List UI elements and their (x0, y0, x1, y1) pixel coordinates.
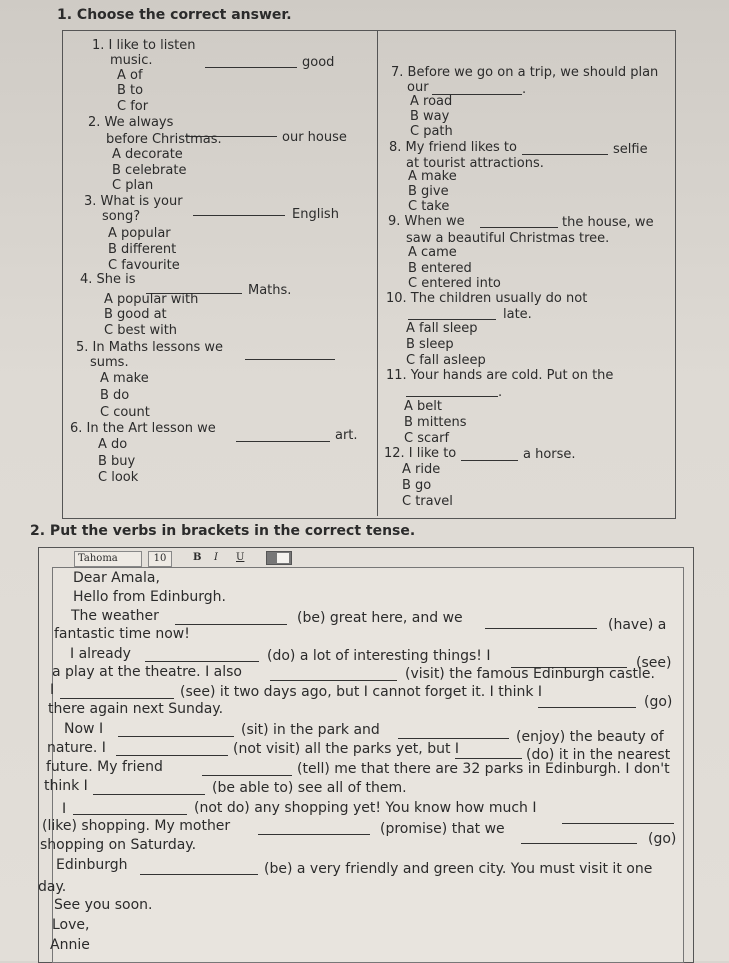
option-c: C for (117, 99, 149, 114)
answer-blank[interactable] (480, 227, 558, 228)
answer-blank[interactable] (175, 624, 287, 625)
letter-line: The weather (71, 608, 159, 624)
question-text: art. (335, 428, 358, 443)
question-text: before Christmas. (106, 132, 222, 147)
answer-blank[interactable] (455, 758, 522, 759)
option-c: C path (410, 124, 453, 139)
letter-line: (have) a (608, 617, 667, 633)
option-a: A make (100, 371, 149, 386)
option-c: C best with (104, 323, 178, 338)
answer-blank[interactable] (538, 707, 636, 708)
letter-line: (like) shopping. My mother (42, 818, 231, 834)
question-text: selfie (613, 142, 648, 157)
letter-line: (do) a lot of interesting things! I (267, 648, 491, 664)
option-b: B to (117, 83, 144, 98)
question-text: a horse. (523, 447, 576, 462)
option-a: A do (98, 437, 128, 452)
option-b: B mittens (404, 415, 467, 430)
letter-line: Love, (52, 917, 90, 933)
letter-line: shopping on Saturday. (40, 837, 197, 853)
option-b: B entered (408, 261, 472, 276)
question-text: 8. My friend likes to (389, 140, 517, 155)
option-c: C travel (402, 494, 453, 509)
option-a: A came (408, 245, 457, 260)
letter-line: (not do) any shopping yet! You know how much I (194, 800, 537, 816)
letter-line: I already (70, 646, 131, 662)
answer-blank[interactable] (270, 680, 397, 681)
option-b: B give (408, 184, 449, 199)
letter-line: (not visit) all the parks yet, but I (233, 741, 460, 757)
letter-line: Edinburgh (56, 857, 128, 873)
letter-line: (be) a very friendly and green city. You must visit it one (264, 861, 653, 877)
question-text: . (498, 385, 503, 400)
answer-blank[interactable] (73, 814, 187, 815)
letter-greeting: Dear Amala, (73, 570, 160, 586)
option-a: A fall sleep (406, 321, 478, 336)
question-text: the house, we (562, 215, 654, 230)
option-c: C plan (112, 178, 154, 193)
question-text: 6. In the Art lesson we (70, 421, 216, 436)
question-text: our house (282, 130, 347, 145)
option-b: B go (402, 478, 432, 493)
option-a: A ride (402, 462, 441, 477)
letter-line: nature. I (47, 740, 106, 756)
answer-blank[interactable] (258, 834, 370, 835)
answer-blank[interactable] (60, 698, 174, 699)
question-text: our (407, 80, 429, 95)
question-text: 12. I like to (384, 446, 457, 461)
question-text: music. (110, 53, 153, 68)
option-a: A of (117, 68, 143, 83)
option-b: B way (410, 109, 450, 124)
answer-blank[interactable] (522, 154, 608, 155)
answer-blank[interactable] (145, 661, 259, 662)
answer-blank[interactable] (116, 755, 228, 756)
option-a: A road (410, 94, 453, 109)
letter-line: (be able to) see all of them. (212, 780, 407, 796)
question-text: 4. She is (80, 272, 136, 287)
question-text: English (292, 207, 339, 222)
letter-line: Hello from Edinburgh. (73, 589, 226, 605)
option-c: C count (100, 405, 150, 420)
section2-heading: 2. Put the verbs in brackets in the correct tense. (30, 523, 416, 539)
letter-line: day. (38, 879, 67, 895)
question-text: saw a beautiful Christmas tree. (406, 231, 610, 246)
color-swatch-icon[interactable] (266, 551, 292, 565)
option-a: A popular (108, 226, 171, 241)
question-text: . (522, 82, 527, 97)
answer-blank[interactable] (118, 736, 234, 737)
font-size-select[interactable]: 10 (148, 551, 172, 567)
answer-blank[interactable] (140, 874, 258, 875)
question-text: sums. (90, 355, 129, 370)
option-b: B different (108, 242, 177, 257)
letter-signature: Annie (50, 937, 90, 953)
answer-blank[interactable] (408, 319, 496, 320)
letter-line: (visit) the famous Edinburgh castle. (405, 666, 655, 682)
option-a: A decorate (112, 147, 183, 162)
option-b: B buy (98, 454, 136, 469)
option-b: B good at (104, 307, 167, 322)
option-b: B celebrate (112, 163, 187, 178)
question-text: 9. When we (388, 214, 465, 229)
option-c: C fall asleep (406, 353, 486, 368)
option-a: A belt (404, 399, 442, 414)
bold-button[interactable]: B (193, 552, 202, 563)
question-text: 5. In Maths lessons we (76, 340, 224, 355)
question-text: good (302, 55, 335, 70)
answer-blank[interactable] (202, 775, 292, 776)
letter-line: (do) it in the nearest (526, 747, 671, 763)
question-text: 10. The children usually do not (386, 291, 588, 306)
question-text: 2. We always (88, 115, 174, 130)
letter-line: (see) it two days ago, but I cannot forget it. I think I (180, 684, 543, 700)
option-b: B do (100, 388, 130, 403)
letter-line: future. My friend (46, 759, 163, 775)
answer-blank[interactable] (245, 359, 335, 360)
option-c: C favourite (108, 258, 180, 273)
letter-line: think I (44, 778, 88, 794)
question-text: at tourist attractions. (406, 156, 544, 171)
underline-button[interactable]: U (236, 552, 245, 563)
answer-blank[interactable] (398, 738, 509, 739)
option-a: A make (408, 169, 457, 184)
option-a: A popular with (104, 292, 199, 307)
answer-blank[interactable] (193, 215, 285, 216)
question-text: Maths. (248, 283, 292, 298)
answer-table (62, 30, 676, 519)
question-text: song? (102, 209, 141, 224)
option-c: C take (408, 199, 450, 214)
option-b: B sleep (406, 337, 454, 352)
letter-line: (see) (636, 655, 672, 671)
option-c: C look (98, 470, 139, 485)
letter-line: I (62, 801, 67, 817)
letter-line: a play at the theatre. I also (52, 664, 242, 680)
letter-line: (go) (644, 694, 673, 710)
italic-button[interactable]: I (214, 552, 218, 563)
letter-line: (promise) that we (380, 821, 505, 837)
letter-line: there again next Sunday. (48, 701, 224, 717)
option-c: C scarf (404, 431, 450, 446)
letter-line: fantastic time now! (54, 626, 190, 642)
question-text: late. (503, 307, 532, 322)
letter-line: See you soon. (54, 897, 153, 913)
question-text: 1. I like to listen (92, 38, 196, 53)
question-text: 11. Your hands are cold. Put on the (386, 368, 614, 383)
letter-line: (tell) me that there are 32 parks in Edinburgh. I don't (297, 761, 670, 777)
question-text: 3. What is your (84, 194, 183, 209)
question-text: 7. Before we go on a trip, we should plan (391, 65, 659, 80)
letter-line: (sit) in the park and (241, 722, 380, 738)
answer-blank[interactable] (93, 794, 205, 795)
letter-line: (be) great here, and we (297, 610, 463, 626)
section1-heading: 1. Choose the correct answer. (57, 7, 292, 23)
answer-blank[interactable] (521, 843, 637, 844)
answer-blank[interactable] (485, 628, 597, 629)
letter-line: (go) (648, 831, 677, 847)
answer-blank[interactable] (205, 67, 297, 68)
font-select[interactable]: Tahoma (74, 551, 142, 567)
answer-blank[interactable] (562, 823, 674, 824)
option-c: C entered into (408, 276, 501, 291)
answer-blank[interactable] (406, 396, 498, 397)
letter-line: Now I (64, 721, 104, 737)
answer-blank[interactable] (461, 460, 518, 461)
table-divider (377, 31, 378, 516)
answer-blank[interactable] (236, 441, 330, 442)
letter-line: I (50, 682, 55, 698)
letter-line: (enjoy) the beauty of (516, 729, 664, 745)
